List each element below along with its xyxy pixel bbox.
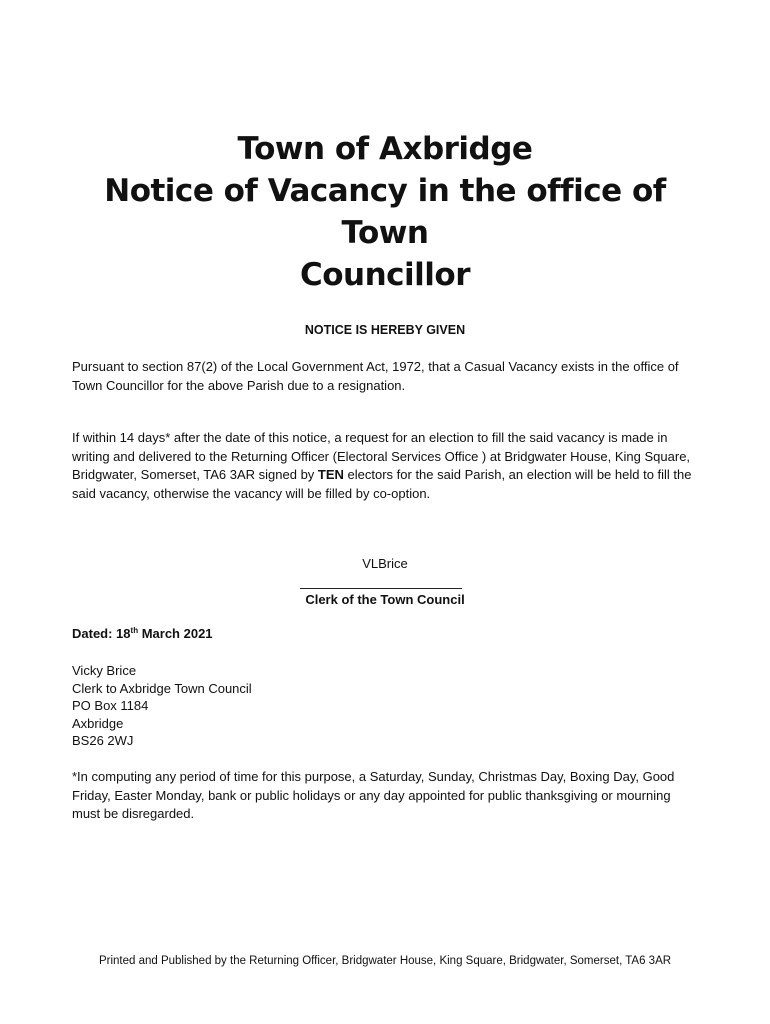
address-town: Axbridge — [72, 715, 124, 731]
title-line-2: Notice of Vacancy in the office of Town — [104, 173, 666, 251]
notice-heading: NOTICE IS HEREBY GIVEN — [304, 323, 466, 337]
title-line-3: Councillor — [299, 257, 471, 293]
paragraph-election-request — [72, 429, 694, 503]
signature: VLBrice — [362, 556, 408, 571]
document-title — [60, 128, 710, 296]
address-po-box: PO Box 1184 — [72, 698, 149, 713]
dated-line — [72, 626, 213, 641]
dated-rest: March 2021 — [138, 626, 213, 641]
para2-text-start: If within 14 days* after the date of this notice, a request for an election to fill the said vacancy is made in writing and delivered to the Returning Officer (Electoral Services Office ) at Bridgwater House, King Square, Bridgwater, Somerset, TA6 3AR signed by — [72, 430, 691, 482]
clerk-address — [72, 662, 252, 750]
address-role: Clerk to Axbridge Town Council — [72, 680, 252, 696]
paragraph-footnote: *In computing any period of time for this purpose, a Saturday, Sunday, Christmas Day, Boxing Day, Good Friday, Easter Monday, bank or public holidays or any day appointed for public thanksgiving or mourning must be disregarded. — [72, 769, 675, 821]
para2-bold-count: TEN — [317, 467, 344, 482]
dated-label: Dated: 18 — [72, 626, 131, 641]
address-name: Vicky Brice — [72, 663, 137, 678]
dated-ordinal: th — [130, 626, 139, 635]
signature-line — [300, 588, 462, 589]
footer-imprint: Printed and Published by the Returning Officer, Bridgwater House, King Square, Bridgwater, Somerset, TA6 3AR — [98, 955, 672, 967]
clerk-title: Clerk of the Town Council — [305, 592, 465, 607]
para2-text-end: electors for the said Parish, an election will be held to fill the said vacancy, otherwise the vacancy will be filled by co-option. — [72, 467, 692, 501]
address-postcode: BS26 2WJ — [72, 733, 134, 748]
paragraph-vacancy: Pursuant to section 87(2) of the Local Government Act, 1972, that a Casual Vacancy exists in the office of Town Councillor for the above Parish due to a resignation. — [72, 359, 679, 393]
title-line-1: Town of Axbridge — [237, 131, 533, 167]
